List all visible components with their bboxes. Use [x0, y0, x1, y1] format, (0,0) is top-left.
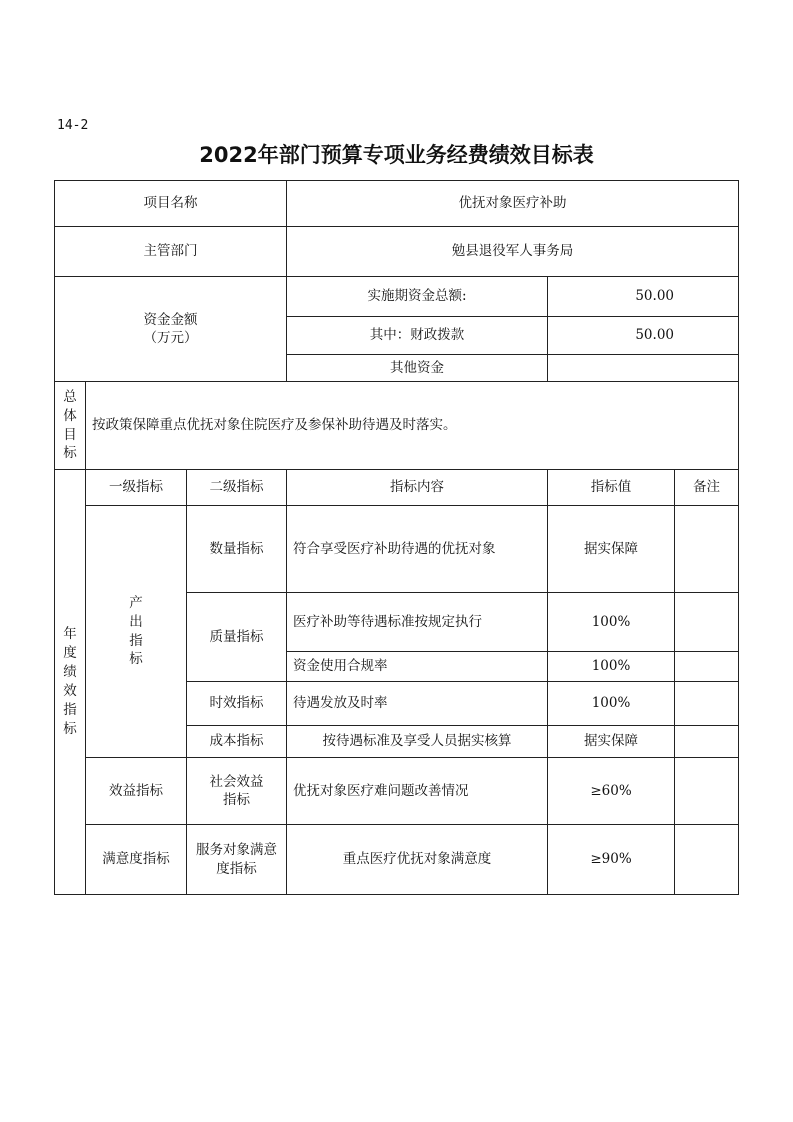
quality-indicator-label: 质量指标	[187, 593, 287, 682]
indicator-content: 优抚对象医疗难问题改善情况	[287, 758, 548, 825]
indicator-remark	[675, 825, 739, 895]
indicator-content: 重点医疗优抚对象满意度	[287, 825, 548, 895]
table-row	[55, 825, 739, 895]
funds-label	[55, 277, 287, 382]
indicator-value: ≥60%	[548, 758, 675, 825]
row-overall-goal	[55, 382, 739, 470]
other-funds-label: 其他资金	[287, 355, 548, 382]
timeliness-indicator-label: 时效指标	[187, 682, 287, 726]
header-value: 指标值	[548, 470, 675, 506]
table-row	[55, 758, 739, 825]
quantity-indicator-label: 数量指标	[187, 506, 287, 593]
indicator-remark	[675, 652, 739, 682]
indicator-remark	[675, 506, 739, 593]
indicator-remark	[675, 593, 739, 652]
page-title: 2022年部门预算专项业务经费绩效目标表	[199, 143, 594, 167]
indicator-remark	[675, 758, 739, 825]
project-name-label: 项目名称	[55, 181, 287, 227]
funds-label-text: 资金金额	[143, 311, 198, 328]
indicator-content: 待遇发放及时率	[287, 682, 548, 726]
indicator-content: 医疗补助等待遇标准按规定执行	[287, 593, 548, 652]
funds-unit-text: （万元）	[143, 330, 198, 346]
form-code: 14-2	[57, 118, 89, 133]
overall-goal-label: 总体目标	[55, 382, 86, 470]
project-name-value: 优抚对象医疗补助	[287, 181, 739, 227]
indicator-content: 符合享受医疗补助待遇的优抚对象	[287, 506, 548, 593]
department-value: 勉县退役军人事务局	[287, 227, 739, 277]
total-funds-label: 实施期资金总额:	[287, 277, 548, 317]
social-benefit-indicator-label: 社会效益指标	[187, 758, 287, 825]
indicator-value: 100%	[548, 652, 675, 682]
fiscal-funds-value: 50.00	[548, 317, 739, 355]
header-content: 指标内容	[287, 470, 548, 506]
header-remark: 备注	[675, 470, 739, 506]
indicator-value: 100%	[548, 682, 675, 726]
indicator-content: 资金使用合规率	[287, 652, 548, 682]
row-indicator-header	[55, 470, 739, 506]
benefit-indicator-label: 效益指标	[86, 758, 187, 825]
table-row	[55, 506, 739, 593]
header-level1: 一级指标	[86, 470, 187, 506]
indicator-remark	[675, 682, 739, 726]
service-satisfaction-indicator-label: 服务对象满意度指标	[187, 825, 287, 895]
total-funds-value: 50.00	[548, 277, 739, 317]
indicator-value: 据实保障	[548, 726, 675, 758]
annual-indicators-label: 年度绩效指标	[55, 470, 86, 895]
indicator-content: 按待遇标准及享受人员据实核算	[287, 726, 548, 758]
performance-table	[54, 180, 739, 895]
indicator-value: 据实保障	[548, 506, 675, 593]
cost-indicator-label: 成本指标	[187, 726, 287, 758]
row-total-funds	[55, 277, 739, 317]
other-funds-value	[548, 355, 739, 382]
header-level2: 二级指标	[187, 470, 287, 506]
satisfaction-indicator-label: 满意度指标	[86, 825, 187, 895]
row-project-name	[55, 181, 739, 227]
indicator-value: 100%	[548, 593, 675, 652]
overall-goal-value: 按政策保障重点优抚对象住院医疗及参保补助待遇及时落实。	[86, 382, 739, 470]
department-label: 主管部门	[55, 227, 287, 277]
fiscal-funds-label: 其中：财政拨款	[287, 317, 548, 355]
row-department	[55, 227, 739, 277]
output-indicator-label: 产出指标	[86, 506, 187, 758]
indicator-value: ≥90%	[548, 825, 675, 895]
indicator-remark	[675, 726, 739, 758]
